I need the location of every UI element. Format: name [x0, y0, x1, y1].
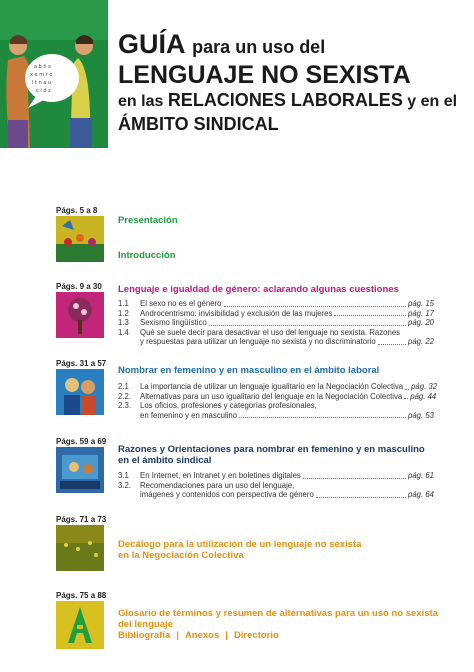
toc-item[interactable]	[118, 401, 434, 420]
toc-item-text: Alternativas para un uso igualitario del lenguaje en la Negociación Colectiva	[140, 391, 403, 401]
toc-item-text: La importancia de utilizar un lenguaje igualitario en la Negociación Colectiva	[140, 382, 404, 391]
leader-dots	[209, 325, 406, 326]
title-line3-a: en las	[118, 93, 164, 110]
thumbnail-art-3	[56, 447, 104, 493]
section-heading-5-line2: del lenguaje	[118, 619, 173, 630]
section-thumbnail-3	[56, 447, 104, 493]
section-pages-3: Págs. 59 a 69	[56, 437, 107, 446]
thumbnail-art-2	[56, 369, 104, 415]
svg-text:a b ñ s: a b ñ s	[34, 64, 51, 70]
section-thumbnail-1	[56, 292, 104, 338]
section-heading-3-line1: Razones y Orientaciones para nombrar en femenino y en masculino	[118, 444, 425, 455]
toc-item-number: 1.4	[118, 327, 129, 337]
thumbnail-art-1	[56, 292, 104, 338]
toc-item[interactable]	[118, 471, 434, 481]
toc-item[interactable]	[118, 382, 438, 392]
title-word-guia: GUÍA	[118, 29, 186, 59]
leader-dots	[404, 398, 408, 399]
section-heading-3-line2: en el ámbito sindical	[118, 455, 212, 466]
section-heading-5[interactable]	[118, 608, 438, 641]
toc-item-page: pág. 20	[407, 318, 434, 327]
toc-item-number: 3.2.	[118, 480, 132, 490]
section-thumbnail-0	[56, 216, 104, 262]
title-main: LENGUAJE NO SEXISTA	[118, 61, 411, 89]
leader-dots	[239, 417, 406, 418]
link-directorio[interactable]: Directorio	[233, 630, 279, 641]
toc-item-number: 2.2.	[118, 391, 132, 401]
toc-item-page: pág. 17	[407, 308, 434, 318]
toc-list-3	[118, 471, 434, 500]
toc-item-page: pág. 53	[407, 410, 434, 420]
toc-item-text: El sexo no es el género	[140, 299, 222, 308]
thumbnail-art-4	[56, 525, 104, 571]
svg-text:l t n a u: l t n a u	[32, 80, 52, 86]
section-thumbnail-5	[56, 601, 104, 649]
leader-dots	[405, 389, 409, 390]
section-heading-4-line2: en la Negociación Colectiva	[118, 550, 244, 561]
toc-item-page: pág. 44	[410, 391, 437, 401]
toc-item-number: 3.1	[118, 471, 129, 480]
section-thumbnail-2	[56, 369, 104, 415]
section-heading-4[interactable]	[118, 539, 361, 561]
leader-dots	[334, 315, 406, 316]
toc-item-text-cont: en femenino y en masculino	[140, 410, 238, 420]
toc-item-text-cont: imágenes y contenidos con perspectiva de género	[140, 490, 314, 499]
toc-item-number: 1.3	[118, 318, 129, 327]
link-anexos[interactable]: Anexos	[184, 630, 220, 641]
toc-item-text: En Internet, en Intranet y en boletines digitales	[140, 471, 301, 480]
toc-item-page: pág. 61	[407, 471, 434, 480]
section-pages-5: Págs. 75 a 88	[56, 591, 107, 600]
toc-item[interactable]	[118, 328, 434, 347]
link-bibliografia[interactable]: Bibliografía	[118, 630, 171, 641]
title-line4: ÁMBITO SINDICAL	[118, 114, 279, 134]
section-heading-presentacion[interactable]: Presentación	[118, 215, 178, 226]
document-title	[118, 30, 468, 137]
toc-item-text-cont: y respuestas para utilizar un lenguaje no sexista y no discriminatorio	[140, 337, 376, 346]
section-heading-2[interactable]: Nombrar en femenino y en masculino en el ámbito laboral	[118, 365, 380, 376]
toc-item-page: pág. 22	[407, 337, 434, 346]
section-pages-4: Págs. 71 a 73	[56, 515, 107, 524]
toc-item-text: Androcentrismo: invisibilidad y exclusión de las mujeres	[140, 308, 333, 318]
toc-item-page: pág. 15	[407, 299, 434, 308]
section-heading-5-line1: Glosario de términos y resumen de alternativas para un uso no sexista	[118, 608, 438, 619]
toc-item-page: pág. 64	[407, 490, 434, 499]
title-line3-b: RELACIONES LABORALES	[167, 90, 403, 110]
title-subtitle-1: para un uso del	[192, 37, 326, 57]
toc-item[interactable]	[118, 299, 434, 309]
toc-item-text: Los oficios, profesiones y categorías profesionales,	[140, 401, 317, 410]
toc-item-number: 2.1	[118, 382, 129, 391]
toc-item-text: Qué se suele decir para desactivar el uso del lenguaje no sexista. Razones	[140, 327, 401, 337]
toc-item[interactable]	[118, 481, 434, 500]
section-heading-3[interactable]	[118, 444, 425, 466]
toc-item-text: Sexismo lingüístico	[140, 318, 207, 327]
section-pages-1: Págs. 9 a 30	[56, 282, 102, 291]
section-heading-introduccion[interactable]: Introducción	[118, 250, 176, 261]
toc-list-2	[118, 382, 438, 420]
section-pages-0: Págs. 5 a 8	[56, 206, 98, 215]
section-heading-4-line1: Decálogo para la utilización de un lenguaje no sexista	[118, 539, 362, 550]
appendix-links	[118, 630, 438, 641]
toc-item[interactable]	[118, 309, 434, 319]
link-separator: |	[225, 630, 228, 641]
leader-dots	[224, 306, 406, 307]
svg-text:x e m r o: x e m r o	[30, 72, 53, 78]
toc-item[interactable]	[118, 391, 437, 402]
section-thumbnail-4	[56, 525, 104, 571]
toc-item-number: 1.2	[118, 308, 129, 318]
toc-list-1	[118, 299, 434, 347]
link-separator: |	[176, 630, 179, 641]
svg-text:c i d z: c i d z	[36, 88, 51, 94]
leader-dots	[303, 478, 406, 479]
toc-item[interactable]	[118, 318, 434, 328]
leader-dots	[316, 497, 406, 498]
section-heading-1[interactable]: Lenguaje e igualdad de género: aclarando algunas cuestiones	[118, 284, 399, 295]
thumbnail-art-0	[56, 216, 104, 262]
toc-item-number: 1.1	[118, 299, 129, 308]
toc-item-text: Recomendaciones para un uso del lenguaje,	[140, 480, 295, 490]
toc-item-page: pág. 32	[411, 382, 438, 391]
section-pages-2: Págs. 31 a 57	[56, 359, 107, 368]
cover-illustration	[0, 0, 108, 148]
toc-item-number: 2.3.	[118, 401, 132, 410]
leader-dots	[378, 344, 406, 345]
cover-art	[0, 0, 108, 148]
title-line3-c: y en el	[407, 93, 458, 110]
thumbnail-art-5	[56, 601, 104, 649]
